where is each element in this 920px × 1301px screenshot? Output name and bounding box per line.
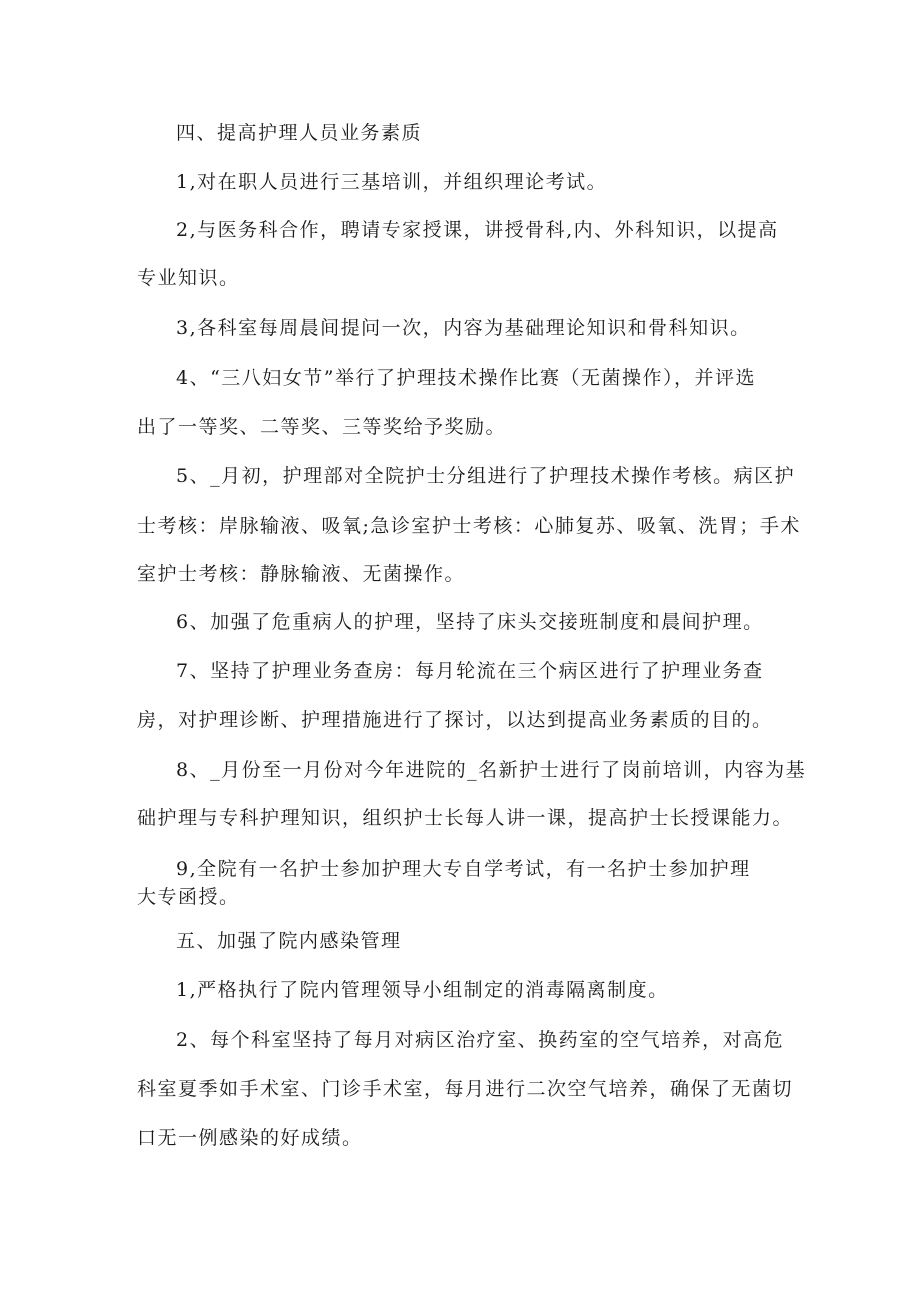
paragraph-line: 8、_月份至一月份对今年进院的_名新护士进行了岗前培训，内容为基: [176, 759, 807, 781]
paragraph-line: 6、加强了危重病人的护理，坚持了床头交接班制度和晨间护理。: [176, 611, 764, 633]
section-heading-4: 四、提高护理人员业务素质: [176, 122, 423, 144]
paragraph-line: 1,对在职人员进行三基培训，并组织理论考试。: [176, 171, 608, 193]
section-heading-5: 五、加强了院内感染管理: [176, 930, 402, 952]
paragraph-line: 1,严格执行了院内管理领导小组制定的消毒隔离制度。: [176, 979, 669, 1001]
paragraph-line: 2、每个科室坚持了每月对病区治疗室、换药室的空气培养，对高危: [176, 1029, 785, 1051]
paragraph-line: 出了一等奖、二等奖、三等奖给予奖励。: [137, 416, 507, 438]
paragraph-line: 专业知识。: [137, 267, 240, 289]
paragraph-line: 9,全院有一名护士参加护理大专自学考试，有一名护士参加护理: [176, 858, 751, 880]
paragraph-line: 士考核：岸脉输液、吸氧;急诊室护士考核：心肺复苏、吸氧、洗胃；手术: [137, 515, 801, 537]
paragraph-line: 2,与医务科合作，聘请专家授课，讲授骨科,内、外科知识，以提高: [176, 219, 779, 241]
paragraph-line: 3,各科室每周晨间提问一次，内容为基础理论知识和骨科知识。: [176, 317, 751, 339]
paragraph-line: 房，对护理诊断、护理措施进行了探讨，以达到提高业务素质的目的。: [137, 709, 773, 731]
paragraph-line: 5、_月初，护理部对全院护士分组进行了护理技术操作考核。病区护: [176, 465, 796, 487]
paragraph-line: 4、“三八妇女节”举行了护理技术操作比赛（无菌操作），并评选: [176, 367, 757, 389]
paragraph-line: 室护士考核：静脉输液、无菌操作。: [137, 563, 466, 585]
paragraph-line: 7、坚持了护理业务查房：每月轮流在三个病区进行了护理业务查: [176, 660, 764, 682]
paragraph-line: 础护理与专科护理知识，组织护士长每人讲一课，提高护士长授课能力。: [137, 807, 794, 829]
paragraph-line: 科室夏季如手术室、门诊手术室，每月进行二次空气培养，确保了无菌切: [137, 1078, 794, 1100]
paragraph-line: 口无一例感染的好成绩。: [137, 1127, 363, 1149]
paragraph-line: 大专函授。: [137, 886, 240, 908]
